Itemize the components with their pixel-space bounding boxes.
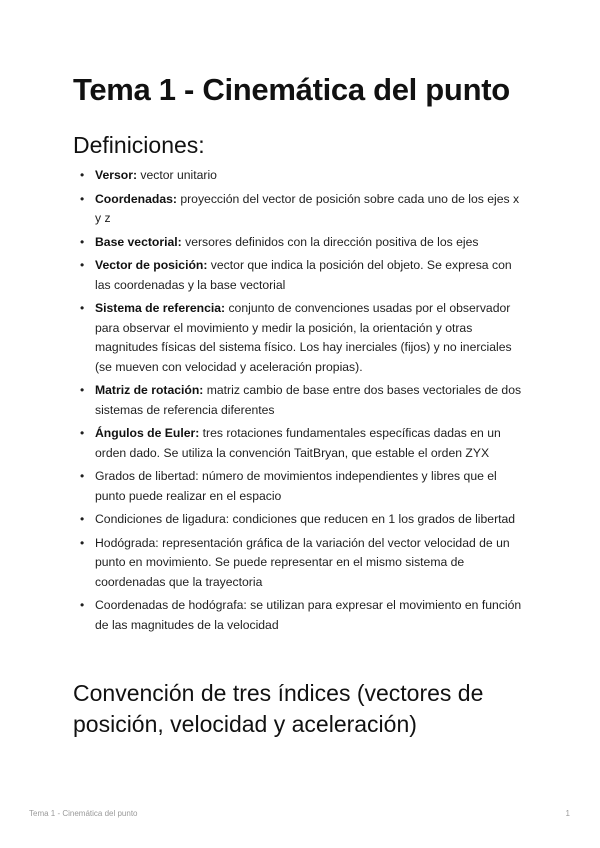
- list-item: [73, 233, 525, 253]
- footer-title: Tema 1 - Cinemática del punto: [29, 809, 138, 818]
- bullet-icon: •: [80, 426, 85, 440]
- definition-text: vector unitario: [137, 168, 217, 182]
- definition-text: proyección del vector de posición sobre cada uno de los ejes x y z: [95, 191, 520, 225]
- definitions-list: [73, 166, 525, 639]
- bullet-icon: •: [80, 234, 85, 249]
- bullet-icon: •: [80, 191, 85, 206]
- definition-text: Condiciones de ligadura: condiciones que reducen en 1 los grados de libertad: [95, 512, 516, 526]
- definition-text: conjunto de convenciones usadas por el observador para observar el movimiento y medir la posición, la orientación y otras magnitudes físicas del sistema físico. Los hay inerciales (fijos) y no inerciales (se mueven con velocidad y aceleración propias).: [95, 301, 512, 374]
- bullet-icon: •: [80, 469, 85, 483]
- definition-term: Matriz de rotación:: [95, 383, 204, 397]
- bullet-icon: •: [80, 301, 85, 315]
- bullet-icon: •: [80, 512, 85, 526]
- list-item: [73, 381, 525, 420]
- list-item: [73, 299, 525, 377]
- definition-term: Coordenadas:: [95, 191, 177, 206]
- definition-text: vector que indica la posición del objeto. Se expresa con las coordenadas y la base vectorial: [95, 258, 512, 292]
- definition-term: Versor:: [95, 168, 138, 182]
- list-item: [73, 256, 525, 295]
- bullet-icon: •: [80, 535, 85, 550]
- definition-term: Base vectorial:: [95, 234, 182, 249]
- section-heading-convencion: Convención de tres índices (vectores de posición, velocidad y aceleración): [73, 680, 484, 737]
- section-heading-definiciones: Definiciones:: [73, 132, 205, 158]
- list-item: [73, 166, 525, 186]
- definition-text: Hodógrada: representación gráfica de la variación del vector velocidad de un punto en movimiento. Se puede representar en el mismo sistema de coordenadas que la trayectoria: [95, 535, 510, 589]
- bullet-icon: •: [80, 258, 85, 272]
- list-item: [73, 596, 525, 635]
- definition-term: Ángulos de Euler:: [95, 426, 200, 440]
- footer-page-number: 1: [565, 809, 570, 818]
- bullet-icon: •: [80, 383, 85, 397]
- list-item: [73, 424, 525, 463]
- definition-text: Coordenadas de hodógrafa: se utilizan para expresar el movimiento en función de las magnitudes de la velocidad: [95, 598, 522, 632]
- definition-text: tres rotaciones fundamentales específicas dadas en un orden dado. Se utiliza la convención TaitBryan, que estable el orden ZYX: [95, 426, 501, 460]
- definition-text: matriz cambio de base entre dos bases vectoriales de dos sistemas de referencia diferentes: [95, 383, 522, 417]
- definition-term: Vector de posición:: [95, 258, 208, 272]
- definition-term: Sistema de referencia:: [95, 301, 226, 315]
- list-item: [73, 467, 525, 506]
- bullet-icon: •: [80, 598, 85, 612]
- definition-text: versores definidos con la dirección positiva de los ejes: [181, 234, 479, 249]
- bullet-icon: •: [80, 168, 85, 182]
- list-item: [73, 510, 525, 530]
- definition-text: Grados de libertad: número de movimientos independientes y libres que el punto puede realizar en el espacio: [95, 469, 497, 503]
- page-title: Tema 1 - Cinemática del punto: [73, 72, 510, 107]
- list-item: [73, 534, 525, 593]
- list-item: [73, 190, 525, 229]
